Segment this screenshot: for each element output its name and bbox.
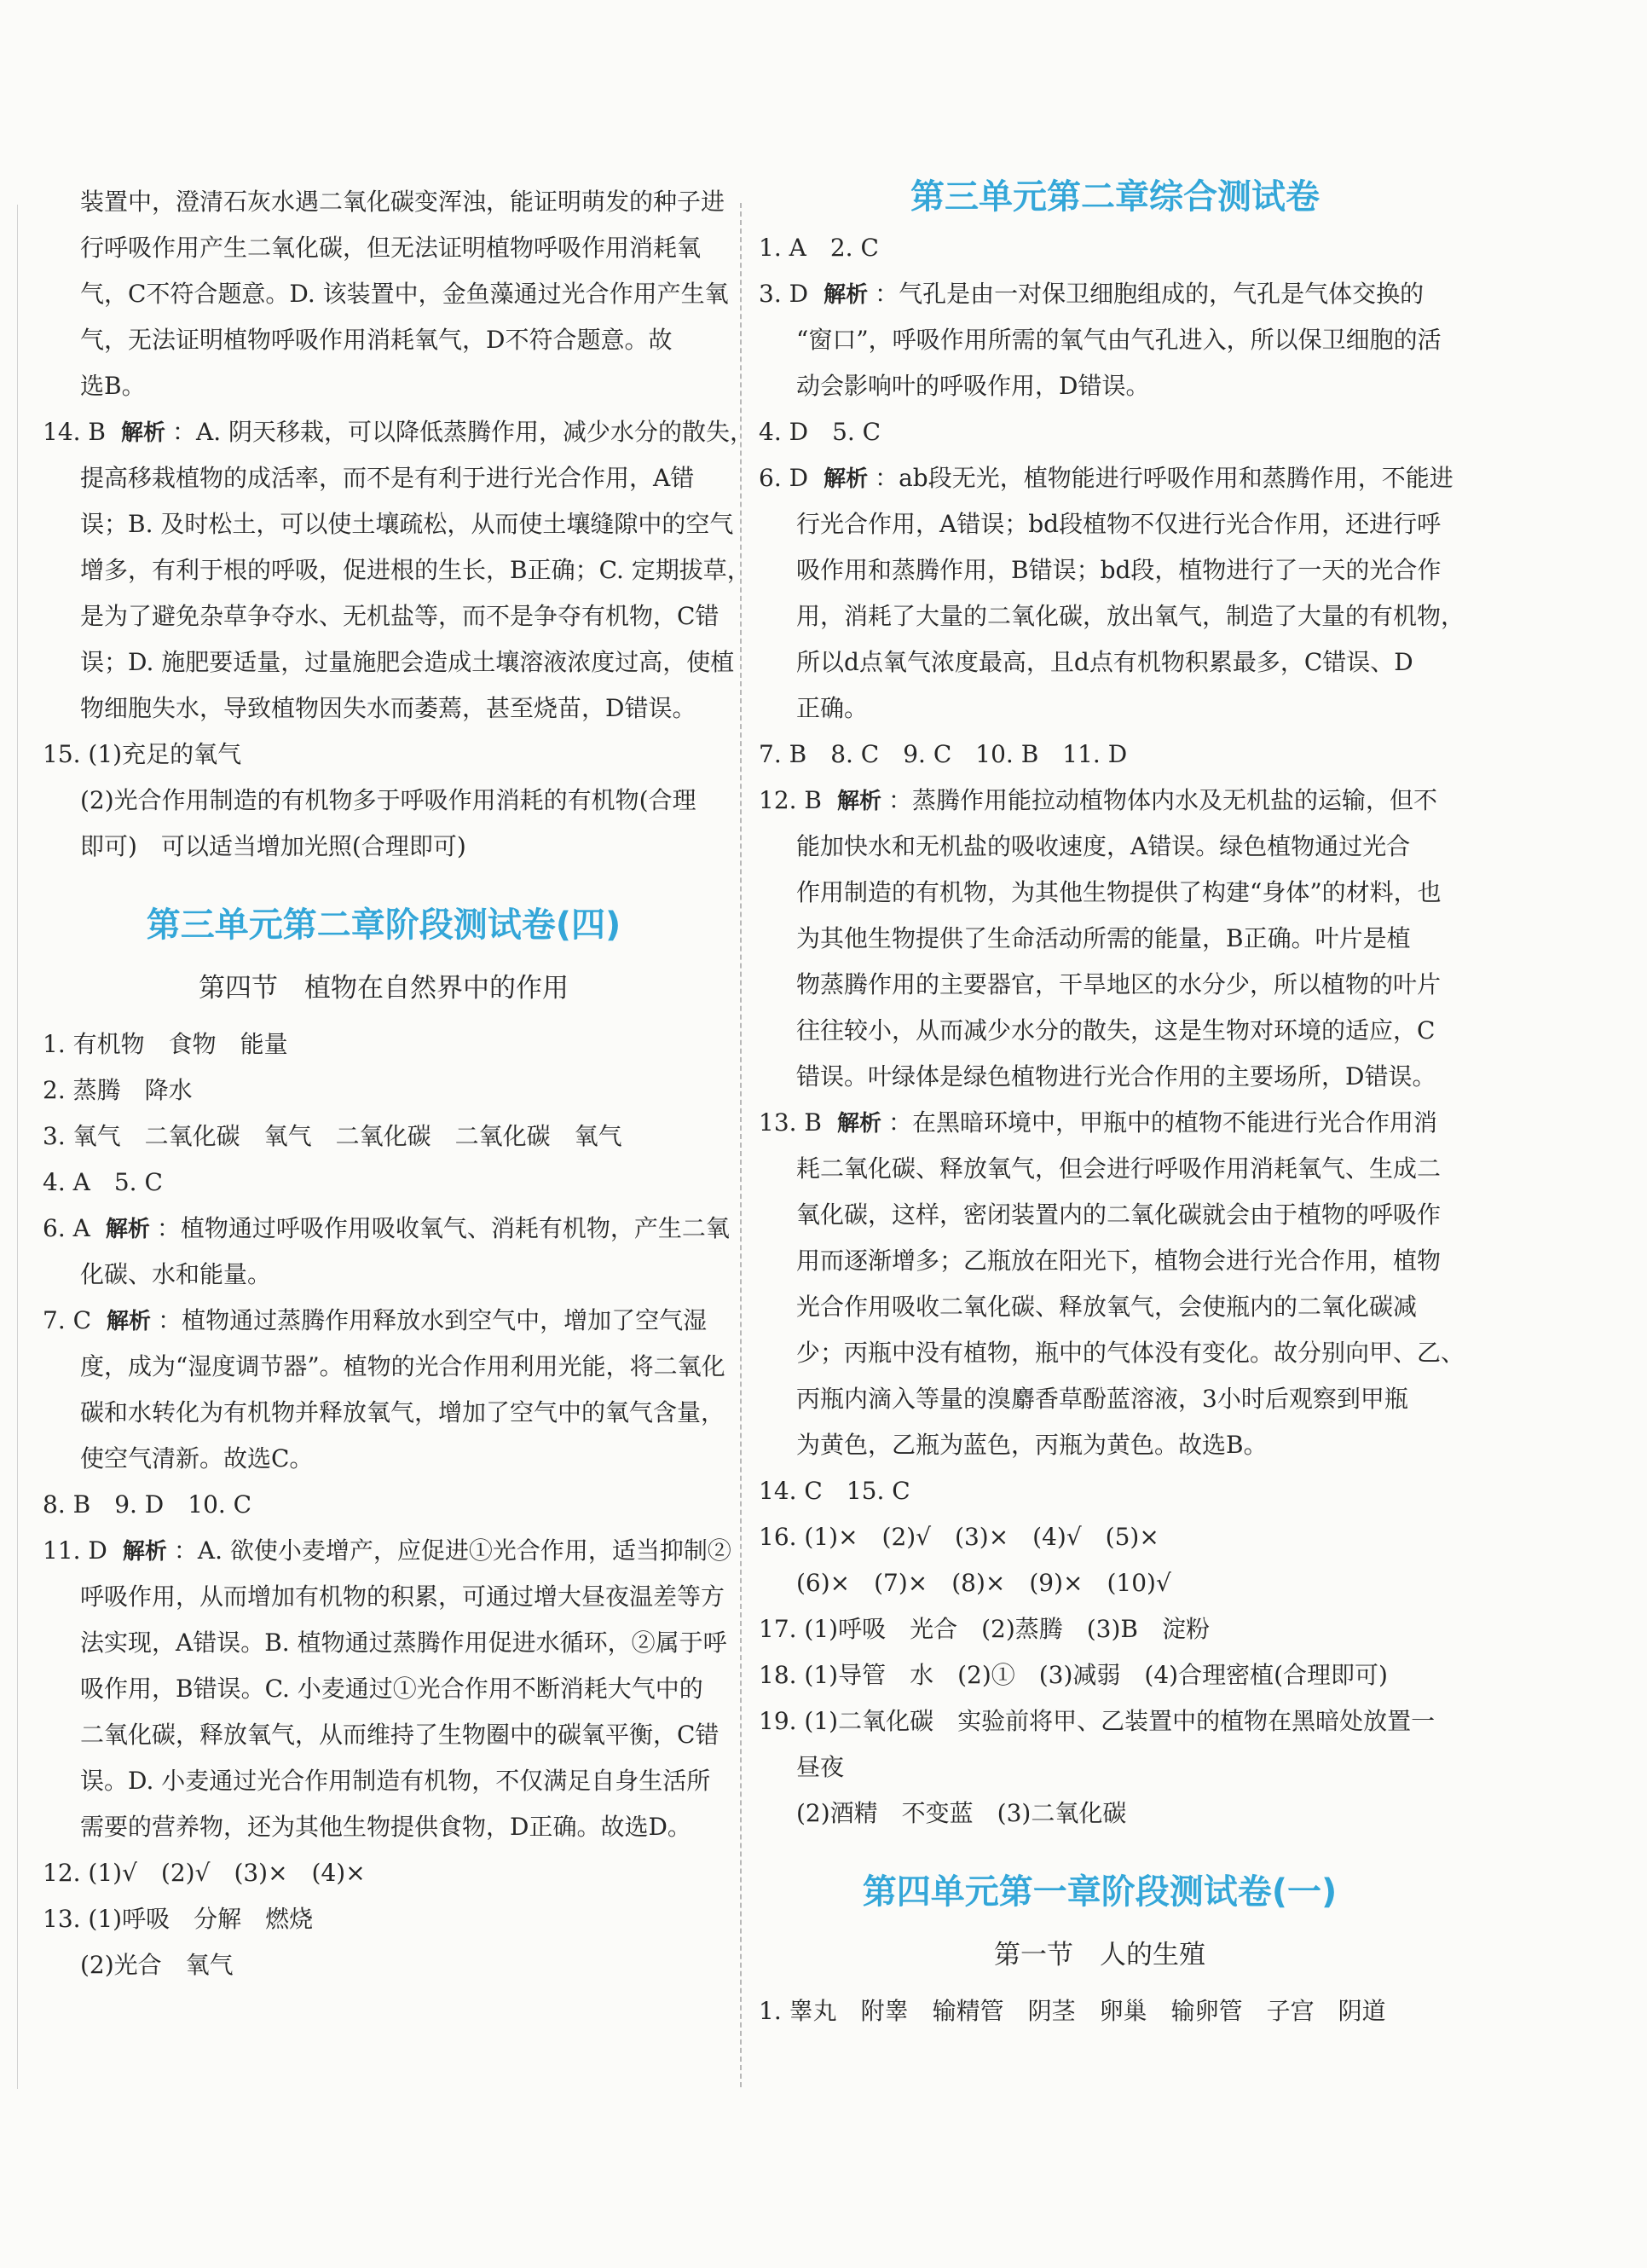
text-line: 用，消耗了大量的二氧化碳，放出氧气，制造了大量的有机物， [796, 602, 1465, 630]
answer-line: 3. 氧气 二氧化碳 氧气 二氧化碳 二氧化碳 氧气 [43, 1122, 622, 1150]
text-line: 行光合作用，A错误；bd段植物不仅进行光合作用，还进行呼 [796, 510, 1442, 538]
answer-3: 3. D 解析 ：气孔是由一对保卫细胞组成的，气孔是气体交换的 [759, 280, 1425, 308]
text-line: 气，C不符合题意。D. 该装置中，金鱼藻通过光合作用产生氧 [80, 280, 729, 308]
text-line: 行呼吸作用产生二氧化碳，但无法证明植物呼吸作用消耗氧 [80, 234, 702, 262]
text-line: 往往较小，从而减少水分的散失，这是生物对环境的适应，C [796, 1016, 1436, 1044]
section-subtitle: 第四节 植物在自然界中的作用 [199, 973, 569, 1004]
text-line: 法实现，A错误。B. 植物通过蒸腾作用促进水循环，②属于呼 [80, 1629, 727, 1657]
text-line: 错误。叶绿体是绿色植物进行光合作用的主要场所，D错误。 [796, 1062, 1436, 1091]
analysis-label: 解析 [837, 789, 882, 814]
text-line: 误；B. 及时松土，可以使土壤疏松，从而使土壤缝隙中的空气 [80, 510, 734, 538]
answer-13: 13. B 解析 ：在黑暗环境中，甲瓶中的植物不能进行光合作用消 [759, 1108, 1438, 1137]
text-line: 物细胞失水，导致植物因失水而萎蔫，甚至烧苗，D错误。 [80, 694, 696, 722]
text-line: 动会影响叶的呼吸作用，D错误。 [796, 372, 1150, 400]
text-line: 二氧化碳，释放氧气，从而维持了生物圈中的碳氧平衡，C错 [80, 1721, 719, 1749]
text-line: (2)光合作用制造的有机物多于呼吸作用消耗的有机物(合理 [80, 786, 696, 814]
answer-line: 4. A 5. C [43, 1168, 163, 1196]
text-line: 氧化碳，这样，密闭装置内的二氧化碳就会由于植物的呼吸作 [796, 1201, 1442, 1229]
left-column [43, 179, 754, 1988]
answer-line: 16. (1)× (2)√ (3)× (4)√ (5)× [759, 1523, 1159, 1551]
answer-14: 14. B 解析 ：A. 阴天移栽，可以降低蒸腾作用，减少水分的散失， [43, 418, 754, 446]
text-line: 选B。 [80, 372, 146, 400]
answer-11: 11. D 解析 ：A. 欲使小麦增产，应促进①光合作用，适当抑制② [43, 1536, 731, 1565]
analysis-label: 解析 [837, 1111, 882, 1137]
section-title: 第四单元第一章阶段测试卷(一) [862, 1872, 1338, 1912]
answer-line: 18. (1)导管 水 (2)① (3)减弱 (4)合理密植(合理即可) [759, 1661, 1388, 1689]
analysis-label: 解析 [122, 1539, 167, 1565]
text-line: 呼吸作用，从而增加有机物的积累，可通过增大昼夜温差等方 [80, 1582, 725, 1611]
text-line: 用而逐渐增多；乙瓶放在阳光下，植物会进行光合作用，植物 [796, 1247, 1442, 1275]
answer-line: 19. (1)二氧化碳 实验前将甲、乙装置中的植物在黑暗处放置一 [759, 1707, 1436, 1735]
answer-line: 14. C 15. C [759, 1477, 910, 1505]
text-line: 物蒸腾作用的主要器官，干旱地区的水分少，所以植物的叶片 [796, 970, 1442, 998]
text-line: 误。D. 小麦通过光合作用制造有机物，不仅满足自身生活所 [80, 1767, 711, 1795]
text-line: 装置中，澄清石灰水遇二氧化碳变浑浊，能证明萌发的种子进 [80, 188, 725, 216]
answer-15: 15. (1)充足的氧气 [43, 740, 242, 768]
text-line: 丙瓶内滴入等量的溴麝香草酚蓝溶液，3小时后观察到甲瓶 [796, 1385, 1408, 1413]
margin-rule [17, 205, 18, 2089]
text-line: 光合作用吸收二氧化碳、释放氧气，会使瓶内的二氧化碳减 [796, 1293, 1418, 1321]
answer-line: 1. 睾丸 附睾 输精管 阴茎 卵巢 输卵管 子宫 阴道 [759, 1997, 1386, 2025]
answer-line: 8. B 9. D 10. C [43, 1490, 252, 1519]
section-title: 第三单元第二章阶段测试卷(四) [146, 905, 621, 945]
text-line: 使空气清新。故选C。 [80, 1444, 314, 1472]
answer-6: 6. A 解析 ：植物通过呼吸作用吸收氧气、消耗有机物，产生二氧 [43, 1214, 730, 1242]
text-line: 正确。 [796, 694, 869, 722]
analysis-label: 解析 [121, 420, 166, 446]
analysis-label: 解析 [105, 1217, 150, 1242]
text-line: 是为了避免杂草争夺水、无机盐等，而不是争夺有机物，C错 [80, 602, 719, 630]
text-line: 作用制造的有机物，为其他生物提供了构建“身体”的材料，也 [796, 878, 1442, 906]
text-line: 吸作用，B错误。C. 小麦通过①光合作用不断消耗大气中的 [80, 1675, 703, 1703]
section-subtitle: 第一节 人的生殖 [994, 1940, 1205, 1970]
answer-line: 1. A 2. C [759, 234, 879, 262]
column-divider [740, 203, 742, 2087]
text-line: 少；丙瓶中没有植物，瓶中的气体没有变化。故分别向甲、乙、 [796, 1339, 1465, 1367]
answer-12: 12. B 解析 ：蒸腾作用能拉动植物体内水及无机盐的运输，但不 [759, 786, 1438, 814]
right-column [759, 177, 1465, 2034]
text-line: “窗口”，呼吸作用所需的氧气由气孔进入，所以保卫细胞的活 [796, 326, 1442, 354]
text-line: 吸作用和蒸腾作用，B错误；bd段，植物进行了一天的光合作 [796, 556, 1442, 584]
text-line: 化碳、水和能量。 [80, 1260, 272, 1288]
text-line: 碳和水转化为有机物并释放氧气，增加了空气中的氧气含量， [80, 1398, 725, 1426]
answer-line: (6)× (7)× (8)× (9)× (10)√ [796, 1569, 1171, 1597]
text-line: 为黄色，乙瓶为蓝色，丙瓶为黄色。故选B。 [796, 1431, 1268, 1459]
text-line: 增多，有利于根的呼吸，促进根的生长，B正确；C. 定期拔草， [80, 556, 751, 584]
answer-line: 4. D 5. C [759, 418, 881, 446]
answer-7: 7. C 解析 ：植物通过蒸腾作用释放水到空气中，增加了空气湿 [43, 1306, 708, 1334]
text-line: 误；D. 施肥要适量，过量施肥会造成土壤溶液浓度过高，使植 [80, 648, 735, 676]
text-line: 耗二氧化碳、释放氧气，但会进行呼吸作用消耗氧气、生成二 [796, 1154, 1442, 1183]
answer-line: 13. (1)呼吸 分解 燃烧 [43, 1905, 314, 1933]
answer-line: (2)光合 氧气 [80, 1951, 234, 1979]
text-line: 所以d点氧气浓度最高，且d点有机物积累最多，C错误、D [796, 648, 1413, 676]
answer-line: (2)酒精 不变蓝 (3)二氧化碳 [796, 1799, 1127, 1827]
answer-line: 12. (1)√ (2)√ (3)× (4)× [43, 1859, 366, 1887]
text-line: 需要的营养物，还为其他生物提供食物，D正确。故选D。 [80, 1813, 691, 1841]
analysis-label: 解析 [107, 1309, 152, 1334]
text-line: 提高移栽植物的成活率，而不是有利于进行光合作用，A错 [80, 464, 695, 492]
answer-line: 7. B 8. C 9. C 10. B 11. D [759, 740, 1128, 768]
text-line: 即可) 可以适当增加光照(合理即可) [80, 832, 466, 860]
text-line: 气，无法证明植物呼吸作用消耗氧气，D不符合题意。故 [80, 326, 673, 354]
text-line: 能加快水和无机盐的吸收速度，A错误。绿色植物通过光合 [796, 832, 1411, 860]
answer-line: 2. 蒸腾 降水 [43, 1076, 193, 1104]
answer-line: 17. (1)呼吸 光合 (2)蒸腾 (3)B 淀粉 [759, 1615, 1210, 1643]
text-line: 度，成为“湿度调节器”。植物的光合作用利用光能，将二氧化 [80, 1352, 725, 1380]
analysis-label: 解析 [824, 466, 869, 492]
answer-6: 6. D 解析 ：ab段无光，植物能进行呼吸作用和蒸腾作用，不能进 [759, 464, 1453, 492]
answer-line: 昼夜 [796, 1753, 845, 1781]
section-title: 第三单元第二章综合测试卷 [910, 177, 1320, 217]
answer-line: 1. 有机物 食物 能量 [43, 1030, 288, 1058]
analysis-label: 解析 [824, 282, 869, 308]
text-line: 为其他生物提供了生命活动所需的能量，B正确。叶片是植 [796, 924, 1411, 952]
